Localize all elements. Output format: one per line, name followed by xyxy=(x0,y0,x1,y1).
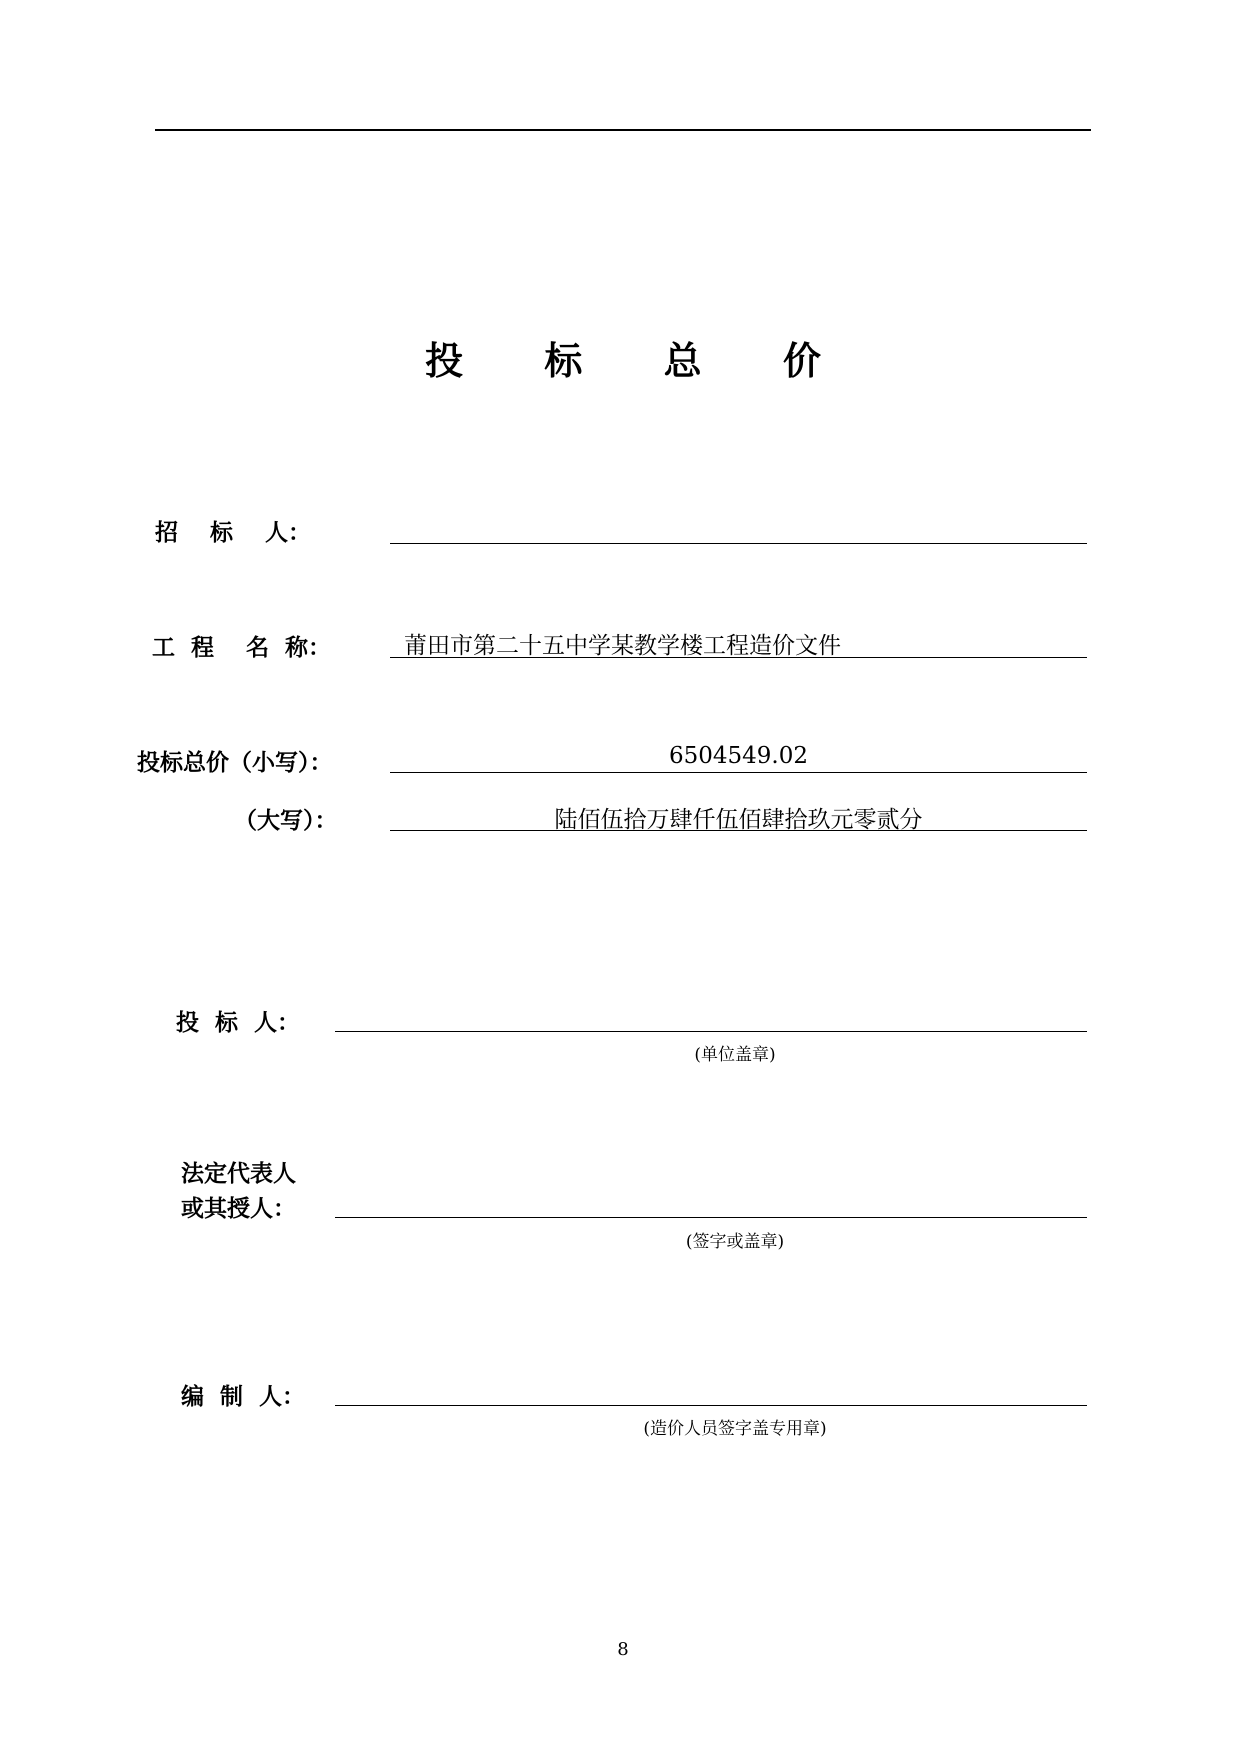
price-upper-value: 陆佰伍拾万肆仟伍佰肆拾玖元零贰分 xyxy=(554,807,923,833)
price-upper-label: （大写）： xyxy=(234,808,338,834)
bidder-note: (单位盖章) xyxy=(694,1045,776,1065)
project-value: 莆田市第二十五中学某教学楼工程造价文件 xyxy=(404,633,841,659)
bidder-label: 投 标 人： xyxy=(176,1010,301,1036)
project-label: 工 程 名 称： xyxy=(152,635,332,661)
page-number: 8 xyxy=(617,1639,629,1660)
page-title: 投 标 总 价 xyxy=(425,339,855,383)
compiler-underline xyxy=(335,1405,1087,1406)
price-lower-underline xyxy=(390,772,1087,773)
legal-rep-underline xyxy=(335,1217,1087,1218)
project-underline xyxy=(390,657,1087,658)
compiler-label: 编 制 人： xyxy=(181,1384,306,1410)
price-lower-value: 6504549.02 xyxy=(668,743,808,769)
compiler-note: (造价人员签字盖专用章) xyxy=(643,1419,827,1439)
legal-rep-note: (签字或盖章) xyxy=(685,1232,785,1252)
tenderer-label: 招 标 人： xyxy=(155,520,312,546)
price-lower-label: 投标总价（小写）： xyxy=(137,750,333,776)
legal-rep-label-line1: 法定代表人 xyxy=(181,1161,296,1187)
price-upper-underline xyxy=(390,830,1087,831)
header-rule xyxy=(155,129,1091,131)
tenderer-underline xyxy=(390,543,1087,544)
bidder-underline xyxy=(335,1031,1087,1032)
legal-rep-label-line2: 或其授人： xyxy=(181,1196,296,1222)
